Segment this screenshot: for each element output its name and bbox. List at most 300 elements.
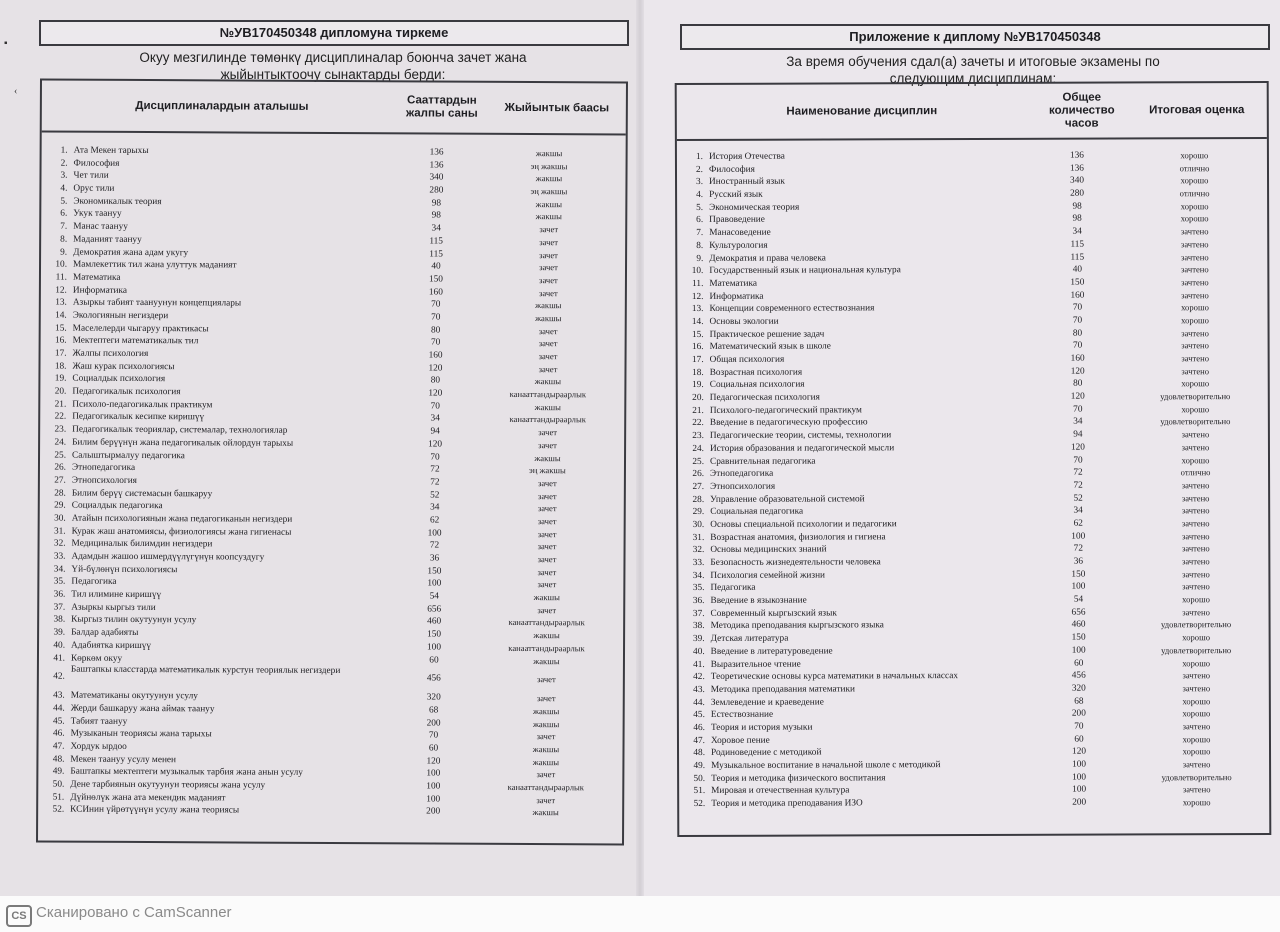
hours-value: 72 bbox=[430, 464, 440, 475]
hours-value: 456 bbox=[426, 673, 441, 684]
hours-value: 34 bbox=[431, 223, 441, 234]
discipline-name: Концепции современного естествознания bbox=[709, 303, 875, 315]
row-number: 29. bbox=[692, 507, 705, 518]
hours-value: 100 bbox=[1072, 784, 1087, 796]
grade-value: зачет bbox=[537, 541, 557, 552]
hours-value: 100 bbox=[1072, 772, 1087, 783]
row-number: 44. bbox=[693, 697, 705, 708]
grade-value: жакшы bbox=[533, 655, 560, 666]
grade-value: хорошо bbox=[1180, 150, 1209, 161]
grade-value: отлично bbox=[1179, 188, 1210, 199]
grade-value: зачет bbox=[538, 338, 558, 349]
row-number: 15. bbox=[691, 329, 704, 340]
row-number: 26. bbox=[54, 462, 66, 473]
discipline-name: Этнопедагогика bbox=[710, 468, 774, 480]
grade-value: жакшы bbox=[532, 743, 560, 755]
hours-value: 115 bbox=[1070, 239, 1085, 250]
discipline-name: Мамлекеттик тил жана улуттук маданият bbox=[73, 259, 237, 271]
row-number: 13. bbox=[55, 297, 67, 308]
discipline-name: Детская литература bbox=[710, 633, 789, 645]
row-number: 22. bbox=[54, 411, 67, 423]
right-col-hours-header: Общее количество часов bbox=[1048, 91, 1115, 130]
discipline-name: Математика bbox=[709, 278, 757, 289]
discipline-name: Иностранный язык bbox=[709, 177, 785, 188]
grade-value: зачет bbox=[539, 224, 559, 235]
hours-value: 120 bbox=[428, 439, 443, 450]
hours-value: 150 bbox=[427, 566, 442, 577]
right-col-grade-header: Итоговая оценка bbox=[1149, 103, 1245, 116]
row-number: 50. bbox=[52, 779, 65, 790]
hours-value: 100 bbox=[426, 794, 441, 805]
right-title: Приложение к диплому №УВ170450348 bbox=[849, 29, 1101, 44]
row-number: 15. bbox=[55, 323, 67, 334]
grade-value: зачет bbox=[537, 579, 557, 590]
row-number: 52. bbox=[693, 798, 706, 810]
grade-value: жакшы bbox=[535, 148, 563, 159]
row-number: 16. bbox=[691, 342, 704, 353]
left-table bbox=[36, 78, 628, 845]
row-number: 5. bbox=[60, 196, 68, 207]
discipline-name: Психология семейной жизни bbox=[710, 570, 826, 581]
camscanner-text: Сканировано с CamScanner bbox=[36, 904, 232, 921]
discipline-name: Теория и методика преподавания ИЗО bbox=[711, 798, 863, 809]
row-number: 45. bbox=[693, 710, 705, 721]
left-subtitle-line2: жыйынтыктоочу сынактарды берди: bbox=[220, 67, 446, 82]
hours-value: 80 bbox=[1072, 328, 1083, 339]
hours-value: 136 bbox=[1069, 150, 1084, 161]
hours-value: 136 bbox=[1069, 163, 1084, 174]
discipline-name: Управление образовательной системой bbox=[710, 493, 865, 505]
hours-value: 656 bbox=[1071, 607, 1086, 618]
grade-value: хорошо bbox=[1182, 746, 1211, 757]
discipline-name: Основы медицинских знаний bbox=[710, 544, 827, 556]
hours-value: 60 bbox=[429, 655, 439, 666]
row-number: 3. bbox=[696, 177, 704, 188]
discipline-name: Экологиянын негиздери bbox=[72, 310, 169, 322]
scan-speck: ▪ bbox=[4, 38, 8, 49]
discipline-name: Азыркы табият таануунун концепциялары bbox=[72, 297, 242, 309]
discipline-name: Философия bbox=[708, 164, 755, 175]
grade-value: хорошо bbox=[1182, 695, 1211, 706]
hours-value: 70 bbox=[430, 452, 440, 463]
hours-value: 70 bbox=[1073, 455, 1083, 466]
grade-value: жакшы bbox=[535, 198, 563, 209]
grade-value: зачтено bbox=[1182, 784, 1211, 795]
grade-value: эң жакшы bbox=[529, 465, 566, 476]
discipline-name: Этнопсихология bbox=[71, 475, 138, 486]
grade-value: зачет bbox=[536, 794, 556, 805]
hours-value: 72 bbox=[429, 540, 440, 551]
hours-value: 120 bbox=[1070, 442, 1085, 453]
discipline-name: Чет тили bbox=[73, 171, 109, 182]
row-number: 13. bbox=[691, 304, 704, 315]
discipline-name: Правоведение bbox=[709, 215, 765, 226]
hours-value: 72 bbox=[1073, 480, 1083, 491]
hours-value: 80 bbox=[431, 325, 441, 336]
hours-value: 70 bbox=[1072, 340, 1083, 351]
left-title: №УВ170450348 дипломуна тиркеме bbox=[219, 25, 449, 40]
grade-value: зачтено bbox=[1181, 543, 1210, 554]
hours-value: 150 bbox=[427, 629, 442, 640]
discipline-name: Социалдык психология bbox=[72, 374, 166, 385]
discipline-name: Хоровое пение bbox=[710, 735, 770, 746]
grade-value: жакшы bbox=[535, 173, 563, 184]
row-number: 2. bbox=[60, 158, 68, 169]
hours-value: 72 bbox=[430, 477, 440, 488]
row-number: 10. bbox=[55, 259, 68, 270]
hours-value: 36 bbox=[429, 553, 440, 564]
discipline-name: Безопасность жизнедеятельности человека bbox=[710, 557, 881, 568]
grade-value: хорошо bbox=[1182, 797, 1211, 808]
row-number: 43. bbox=[693, 684, 705, 695]
discipline-name: Педагогика bbox=[710, 583, 756, 594]
row-number: 24. bbox=[54, 437, 67, 448]
grade-value: жакшы bbox=[535, 211, 562, 222]
discipline-name: Информатика bbox=[709, 291, 764, 302]
hours-value: 120 bbox=[1070, 391, 1085, 402]
discipline-name: Педагогическая психология bbox=[709, 392, 820, 403]
grade-value: хорошо bbox=[1182, 733, 1211, 744]
hours-value: 340 bbox=[429, 172, 444, 183]
grade-value: жакшы bbox=[535, 300, 562, 311]
hours-value: 72 bbox=[1073, 467, 1083, 478]
discipline-name: Социальная педагогика bbox=[710, 506, 804, 518]
row-number: 6. bbox=[696, 215, 704, 226]
row-number: 41. bbox=[693, 659, 705, 670]
grade-value: хорошо bbox=[1182, 657, 1211, 668]
discipline-name: Дүйнөлүк жана ата мекендик маданият bbox=[70, 792, 226, 804]
grade-value: хорошо bbox=[1181, 378, 1210, 389]
hours-value: 98 bbox=[431, 198, 442, 209]
hours-value: 200 bbox=[426, 718, 441, 729]
grade-value: зачет bbox=[536, 731, 556, 742]
hours-value: 100 bbox=[1072, 759, 1087, 770]
hours-value: 320 bbox=[426, 692, 441, 703]
discipline-name: Азыркы кыргыз тили bbox=[71, 602, 156, 613]
grade-value: удовлетворительно bbox=[1161, 771, 1232, 783]
grade-value: зачет bbox=[537, 528, 557, 539]
row-number: 39. bbox=[692, 634, 705, 645]
grade-value: зачтено bbox=[1181, 480, 1210, 491]
discipline-name: Табият таануу bbox=[70, 716, 128, 727]
row-number: 28. bbox=[54, 488, 66, 499]
row-number: 52. bbox=[52, 804, 65, 815]
grade-value: зачтено bbox=[1181, 429, 1210, 440]
discipline-name: Педагогикалык теориялар, системалар, технологиялар bbox=[72, 424, 288, 436]
hours-value: 115 bbox=[429, 249, 443, 260]
hours-value: 160 bbox=[428, 287, 443, 298]
row-number: 30. bbox=[54, 513, 66, 524]
row-number: 32. bbox=[692, 545, 705, 556]
discipline-name: Билим берүү системасын башкаруу bbox=[71, 488, 213, 499]
grade-value: зачет bbox=[537, 503, 557, 514]
grade-value: зачет bbox=[539, 262, 558, 273]
discipline-name: Жалпы психология bbox=[72, 348, 149, 360]
hours-value: 36 bbox=[1073, 556, 1084, 567]
discipline-name: Социальная психология bbox=[709, 379, 805, 391]
grade-value: отлично bbox=[1180, 467, 1211, 478]
hours-value: 60 bbox=[1074, 658, 1084, 669]
hours-value: 120 bbox=[428, 363, 443, 374]
grade-value: жакшы bbox=[532, 718, 560, 729]
grade-value: хорошо bbox=[1182, 632, 1211, 643]
grade-value: эң жакшы bbox=[530, 160, 568, 171]
table-row bbox=[679, 796, 1269, 811]
row-number: 19. bbox=[692, 380, 704, 391]
discipline-name: Хордук ырдоо bbox=[70, 741, 127, 752]
grade-value: отлично bbox=[1179, 162, 1210, 173]
hours-value: 656 bbox=[427, 604, 442, 615]
grade-value: зачтено bbox=[1180, 264, 1209, 275]
discipline-name: Основы экологии bbox=[709, 316, 779, 327]
row-number: 6. bbox=[60, 209, 68, 220]
hours-value: 120 bbox=[1072, 746, 1087, 757]
hours-value: 34 bbox=[1072, 226, 1082, 237]
row-number: 38. bbox=[53, 614, 66, 626]
grade-value: жакшы bbox=[534, 401, 561, 412]
discipline-name: Современный кыргызский язык bbox=[710, 608, 837, 619]
grade-value: зачет bbox=[537, 516, 557, 527]
grade-value: хорошо bbox=[1180, 213, 1209, 224]
grade-value: зачтено bbox=[1181, 277, 1209, 288]
hours-value: 70 bbox=[1072, 302, 1083, 313]
row-number: 1. bbox=[695, 151, 703, 162]
grade-value: жакшы bbox=[533, 592, 560, 603]
row-number: 24. bbox=[692, 443, 704, 454]
right-subtitle-line1: За время обучения сдал(а) зачеты и итоговые экзамены по bbox=[786, 54, 1160, 69]
row-number: 19. bbox=[54, 373, 67, 384]
hours-value: 68 bbox=[429, 705, 439, 716]
discipline-name: Ата Мекен тарыхы bbox=[73, 145, 149, 157]
hours-value: 200 bbox=[426, 806, 441, 817]
hours-value: 460 bbox=[1071, 620, 1086, 631]
row-number: 12. bbox=[55, 285, 67, 296]
grade-value: зачтено bbox=[1182, 670, 1211, 681]
grade-value: канааттандыраарлык bbox=[508, 642, 585, 654]
hours-value: 160 bbox=[1070, 290, 1085, 301]
row-number: 25. bbox=[692, 456, 705, 467]
row-number: 34. bbox=[692, 570, 705, 581]
row-number: 36. bbox=[692, 596, 705, 607]
hours-value: 100 bbox=[427, 578, 442, 589]
grade-value: зачтено bbox=[1181, 365, 1210, 376]
row-number: 45. bbox=[52, 716, 65, 727]
discipline-name: Основы специальной психологии и педагогики bbox=[710, 519, 897, 530]
hours-value: 80 bbox=[1073, 378, 1083, 390]
discipline-name: Математика bbox=[72, 272, 121, 283]
grade-value: зачтено bbox=[1182, 556, 1210, 567]
discipline-name: Дене тарбиянын окутуунун теориясы жана усулу bbox=[70, 779, 266, 791]
row-number: 21. bbox=[54, 399, 67, 410]
grade-value: жакшы bbox=[534, 452, 561, 463]
left-col-name-header: Дисциплиналардын аталышы bbox=[135, 99, 309, 113]
row-number: 8. bbox=[696, 240, 704, 251]
hours-value: 100 bbox=[426, 768, 441, 779]
discipline-name: Мектептеги математикалык тил bbox=[72, 335, 199, 347]
discipline-name: Экономическая теория bbox=[709, 202, 800, 213]
discipline-name: Экономикалык теория bbox=[73, 196, 162, 207]
discipline-name: Медициналык билимдин негиздери bbox=[71, 538, 213, 550]
grade-value: зачтено bbox=[1180, 238, 1209, 250]
grade-value: зачтено bbox=[1182, 683, 1211, 694]
discipline-name: Этнопедагогика bbox=[71, 462, 136, 474]
hours-value: 320 bbox=[1071, 683, 1086, 694]
hours-value: 100 bbox=[1071, 645, 1086, 656]
row-number: 50. bbox=[693, 773, 706, 784]
grade-value: хорошо bbox=[1181, 302, 1209, 313]
row-number: 12. bbox=[691, 291, 704, 302]
discipline-name: Педагогика bbox=[71, 577, 117, 588]
row-number: 43. bbox=[53, 690, 65, 701]
hours-value: 34 bbox=[1073, 505, 1083, 516]
hours-value: 94 bbox=[1073, 429, 1083, 440]
discipline-name: Атайын психологиянын жана педагогиканын негиздери bbox=[71, 513, 293, 525]
left-subtitle-line1: Окуу мезгилинде төмөнкү дисциплиналар боюнча зачет жана bbox=[139, 50, 527, 65]
grade-value: зачтено bbox=[1181, 505, 1210, 516]
discipline-name: Мекен таануу усулу менен bbox=[70, 754, 177, 765]
grade-value: зачет bbox=[536, 693, 556, 704]
grade-value: зачтено bbox=[1180, 226, 1209, 237]
row-number: 26. bbox=[692, 469, 705, 480]
discipline-name: Педагогические теории, системы, технологии bbox=[709, 430, 892, 442]
hours-value: 340 bbox=[1070, 175, 1085, 187]
row-number: 22. bbox=[692, 418, 704, 429]
row-number: 44. bbox=[53, 703, 65, 714]
table-row bbox=[38, 804, 622, 820]
hours-value: 98 bbox=[1072, 214, 1082, 225]
grade-value: зачтено bbox=[1181, 441, 1210, 453]
row-number: 36. bbox=[53, 589, 66, 600]
hours-value: 100 bbox=[1071, 531, 1086, 542]
grade-value: зачтено bbox=[1182, 721, 1211, 732]
row-number: 9. bbox=[696, 253, 704, 264]
row-number: 27. bbox=[692, 481, 705, 492]
row-number: 49. bbox=[52, 766, 65, 777]
grade-value: зачтено bbox=[1182, 759, 1211, 770]
grade-value: зачтено bbox=[1181, 492, 1210, 503]
table-row bbox=[39, 665, 623, 693]
row-number: 14. bbox=[691, 316, 704, 327]
row-number: 51. bbox=[52, 792, 65, 803]
hours-value: 150 bbox=[1070, 277, 1085, 288]
discipline-name: Балдар адабияты bbox=[71, 627, 139, 639]
hours-value: 150 bbox=[1071, 569, 1086, 580]
hours-value: 200 bbox=[1072, 797, 1087, 808]
grade-value: хорошо bbox=[1180, 175, 1209, 186]
row-number: 20. bbox=[692, 393, 704, 404]
hours-value: 98 bbox=[1072, 201, 1082, 212]
grade-value: зачет bbox=[537, 604, 557, 615]
row-number: 37. bbox=[692, 608, 705, 619]
grade-value: зачет bbox=[539, 249, 558, 260]
hours-value: 100 bbox=[427, 528, 442, 539]
row-number: 18. bbox=[692, 367, 704, 378]
discipline-name: Педагогикалык психология bbox=[72, 386, 181, 398]
hours-value: 100 bbox=[1071, 581, 1086, 593]
hours-value: 160 bbox=[1070, 353, 1085, 364]
grade-value: зачтено bbox=[1181, 353, 1209, 364]
discipline-name: Этнопсихология bbox=[710, 481, 776, 492]
grade-value: хорошо bbox=[1182, 708, 1211, 719]
hours-value: 280 bbox=[429, 185, 444, 196]
grade-value: канааттандыраарлык bbox=[507, 781, 585, 793]
right-title-box bbox=[680, 24, 1270, 50]
discipline-name: Укук таануу bbox=[73, 209, 122, 220]
discipline-name: Теория и методика физического воспитания bbox=[711, 772, 886, 784]
grade-value: зачтено bbox=[1181, 530, 1210, 541]
hours-value: 34 bbox=[1073, 417, 1083, 428]
discipline-name: Социалдык педагогика bbox=[71, 500, 163, 512]
hours-value: 72 bbox=[1073, 543, 1083, 554]
grade-value: канааттандыраарлык bbox=[508, 617, 585, 628]
right-table-body bbox=[677, 149, 1269, 811]
discipline-name: Методика преподавания кыргызского языка bbox=[710, 620, 884, 632]
discipline-name: Курак жаш анатомиясы, физиологиясы жана гигиенасы bbox=[71, 526, 292, 538]
grade-value: зачет bbox=[536, 674, 556, 685]
hours-value: 60 bbox=[1074, 734, 1084, 745]
discipline-name: Жаш курак психологиясы bbox=[72, 361, 175, 372]
hours-value: 120 bbox=[1070, 366, 1085, 377]
hours-value: 280 bbox=[1070, 188, 1085, 199]
discipline-name: Выразительное чтение bbox=[710, 659, 801, 670]
grade-value: жакшы bbox=[535, 312, 562, 324]
grade-value: жакшы bbox=[532, 756, 560, 767]
row-number: 31. bbox=[692, 532, 705, 543]
hours-value: 456 bbox=[1071, 670, 1086, 681]
row-number: 35. bbox=[692, 583, 705, 594]
grade-value: зачет bbox=[539, 274, 558, 286]
grade-value: зачтено bbox=[1181, 518, 1210, 529]
camscanner-logo: CS bbox=[6, 905, 32, 927]
row-number: 25. bbox=[54, 450, 67, 461]
discipline-name: Демократия и права человека bbox=[709, 253, 826, 264]
grade-value: жакшы bbox=[534, 376, 562, 387]
grade-value: канааттандыраарлык bbox=[509, 414, 586, 425]
row-number: 42. bbox=[53, 671, 65, 682]
hours-value: 62 bbox=[1073, 518, 1083, 529]
grade-value: зачтено bbox=[1181, 340, 1209, 351]
grade-value: удовлетворительно bbox=[1160, 391, 1231, 402]
row-number: 17. bbox=[692, 354, 704, 365]
row-number: 41. bbox=[53, 653, 65, 664]
discipline-name: Введение в педагогическую профессию bbox=[709, 417, 868, 429]
row-number: 40. bbox=[693, 646, 705, 657]
row-number: 20. bbox=[54, 386, 67, 397]
row-number: 4. bbox=[60, 183, 68, 194]
discipline-name: Тил илимине киришүү bbox=[71, 589, 162, 601]
row-number: 30. bbox=[692, 519, 705, 530]
hours-value: 94 bbox=[430, 426, 440, 437]
discipline-name: Музыкальное воспитание в начальной школе с методикой bbox=[711, 760, 941, 771]
grade-value: зачет bbox=[538, 287, 558, 298]
hours-value: 70 bbox=[1072, 315, 1083, 326]
discipline-name: Методика преподавания математики bbox=[710, 684, 855, 695]
row-number: 48. bbox=[52, 754, 65, 765]
hours-value: 160 bbox=[428, 350, 443, 361]
row-number: 23. bbox=[692, 431, 704, 442]
grade-value: зачтено bbox=[1181, 289, 1209, 300]
grade-value: зачтено bbox=[1182, 581, 1210, 592]
hours-value: 34 bbox=[430, 502, 440, 513]
discipline-name: Математический язык в школе bbox=[709, 341, 831, 353]
hours-value: 70 bbox=[430, 401, 440, 412]
discipline-name: Психолого-педагогический практикум bbox=[709, 405, 862, 416]
discipline-name: Информатика bbox=[72, 285, 128, 296]
row-number: 46. bbox=[52, 728, 65, 739]
hours-value: 54 bbox=[429, 591, 439, 602]
discipline-name: Введение в языкознание bbox=[710, 595, 807, 606]
discipline-name: Государственный язык и национальная культура bbox=[709, 265, 901, 277]
